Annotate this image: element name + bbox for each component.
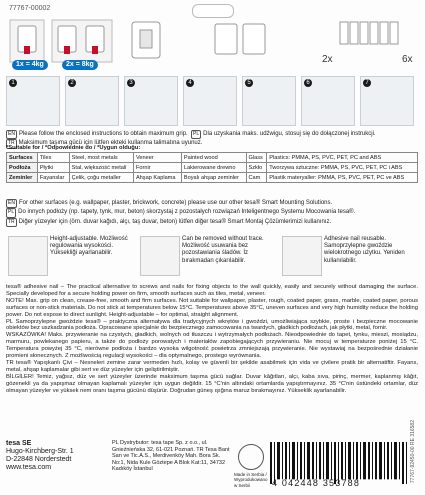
lang-tag: PL bbox=[6, 208, 16, 217]
table-cell: Szkło bbox=[246, 163, 267, 173]
vertical-code: 77767-92450-00 RE 316582 bbox=[410, 420, 416, 484]
step-panel bbox=[65, 76, 119, 126]
other-text: Diğer yüzeyler için (örn. duvar kağıdı, alçı, taş duvar, beton) lütfen diğer tesa® Smart Montaj Çözümlerimizi kullanınız. bbox=[18, 218, 332, 225]
table-row bbox=[7, 163, 418, 173]
qty-6x: 6x bbox=[402, 54, 413, 65]
step-number: 7 bbox=[363, 79, 371, 87]
step-panel bbox=[124, 76, 178, 126]
step-number: 5 bbox=[245, 79, 253, 87]
step-panel bbox=[183, 76, 237, 126]
other-line bbox=[6, 218, 418, 227]
barcode-number: 4 042448 353788 bbox=[272, 478, 361, 488]
instruction-text: Maksimum taşıma gücü için lütfen ekteki kullanma talimatına uyunuz. bbox=[18, 140, 203, 147]
table-cell: Plastics: PMMA, PS, PVC, PET, PC and ABS bbox=[267, 153, 418, 163]
table-row bbox=[7, 173, 418, 183]
step-panel bbox=[301, 76, 355, 126]
table-cell: Boyalı ahşap zeminler bbox=[181, 173, 246, 183]
lang-tag: PL bbox=[191, 130, 201, 139]
table-cell: Cam bbox=[246, 173, 267, 183]
distributors: PL Dystrybutor: tesa tape Sp. z o.o., ul. Gnieźnieńska 32, 61-021 Poznań. TR Tesa Bant San ve Tic.A.S., Merdivenköy Mah. Bora Sk. No:1, Nida Kule Göztepe A Blok Kat:11, 34732 Kadıköy İstanbul bbox=[112, 440, 230, 473]
table-cell: Surfaces bbox=[7, 153, 38, 163]
remove-trace-icon bbox=[140, 236, 180, 276]
body-paragraph: WSKAZÓWKA! Maks. przywieranie na czystych, gładkich, wolnych od tłuszczu i wytrzymałych podłożach. Nieodpowiednie do tapet, tynku, mieszi, mosiądzu, marmuru, powlekanego papieru, a także do podłoży porowatych i materiałów zapobiegających przywieraniu. Nie mocuj w temperaturze poniżej 15 °C. Temperatura powyżej 35 °C, nierówne podłoża i bardzo wysoka wilgotność powietrza zmniejszają przywieranie. Nie wystawiaj na bezpośrednie działanie promieni słonecznych. Z możliwością regulacji wysokości – dla optymalnego, prostego wyrównania. bbox=[6, 332, 418, 360]
table-cell: Veneer bbox=[133, 153, 181, 163]
step-number: 2 bbox=[68, 79, 76, 87]
recycle-icon bbox=[238, 444, 264, 470]
instruction-steps bbox=[0, 74, 425, 128]
step-panel bbox=[242, 76, 296, 126]
qty-2x: 2x bbox=[322, 54, 333, 65]
other-surfaces-note bbox=[6, 199, 418, 227]
lang-tag: EN bbox=[6, 130, 17, 139]
company-address bbox=[6, 440, 74, 472]
load-pill-double: 2x = 8kg bbox=[62, 60, 98, 70]
instruction-text: Dla uzyskania maks. udźwigu, stosuj się do dołączonej instrukcji. bbox=[203, 131, 376, 137]
step-number: 4 bbox=[186, 79, 194, 87]
table-cell: Ahşap Kaplama bbox=[133, 173, 181, 183]
step-panel bbox=[6, 76, 60, 126]
product-code: 77767-00002 bbox=[9, 5, 51, 12]
product-description bbox=[6, 284, 418, 395]
lang-tag: TR bbox=[6, 218, 17, 227]
reusable-icon bbox=[282, 236, 322, 276]
other-text: Do innych podłoży (np. tapety, tynk, mur, beton) skorzystaj z pozostałych rozwiązań Inteligentnego Systemu Mocowania tesa®. bbox=[18, 209, 356, 216]
table-cell: Stal, większość metali bbox=[69, 163, 133, 173]
body-paragraph: BİLGİLER! Temiz, yağsız, düz ve sert yüzeyler üzerinde maksimum taşıma gücü sağlar. Duvar kâğıtları, alçı, kaba sıva, pirinç, mermer, kaplanmış kâğıt, gözenekli ya da yapışmaz olmayan kaplamalı yüzeyler için uygun değildir. 15 °C'nin altındaki ortamlarda yapıştırmayınız. 35 °C'nin üstündeki ortamlar, düz olmayan yüzeyler ve yüksek nem oranı taşıma gücünü düşürür. Doğrudan güneş ışığına maruz bırakmayınız. Yükseklik ayarlanabilir. bbox=[6, 373, 418, 394]
step-number: 6 bbox=[304, 79, 312, 87]
body-paragraph: tesa® adhesive nail – The practical alternative to screws and nails for fixing objects to the wall quickly, easily and securely without damaging the surface. Specially developed for a secure holding power on firm, smooth surfaces such as tiles, metal, veneer. bbox=[6, 284, 418, 297]
table-cell: Fayanslar bbox=[37, 173, 69, 183]
table-cell: Painted wood bbox=[181, 153, 246, 163]
feature-height: Height-adjustable. Możliwość regulowania wysokości. Yüksekliği ayarlanabilir. bbox=[50, 236, 128, 257]
feature-removable: Can be removed without trace. Możliwość usuwania bez pozostawiania śladów. İz bırakmadan çıkarılabilir. bbox=[182, 236, 264, 264]
table-cell: Tiles bbox=[37, 153, 69, 163]
step-panel bbox=[360, 76, 414, 126]
body-paragraph: NOTE! Max. grip on clean, crease-free, smooth and firm surfaces. Not suitable for wallpaper, plaster, rough, coated paper, grass, marble, coated paper, porous surfaces or non-stick materials. Do not stick at temperatures below 15°C. Temperatures above 35°C, uneven surfaces and very high humidity reduce the holding power. Do not expose to direct sunlight. Height-adjustable – for optimal, straight alignment. bbox=[6, 297, 418, 318]
city: D-22848 Norderstedt bbox=[6, 456, 72, 463]
other-line bbox=[6, 208, 418, 217]
website: www.tesa.com bbox=[6, 464, 52, 471]
height-adjust-icon bbox=[8, 236, 48, 276]
other-line bbox=[6, 199, 418, 208]
table-cell: Glass bbox=[246, 153, 267, 163]
body-paragraph: TR tesa® Yapışkanlı Çivi – Nesneleri zemine zarar vermeden hızlı, kolay ve güvenli bir şekilde asabilmek için vida ve çivilere pratik bir alternatiftir. Fayans, metal, ahşap kaplamalar gibi sert ve düz yüzeyler için geliştirilmiştir. bbox=[6, 359, 418, 373]
other-text: For other surfaces (e.g. wallpaper, plaster, brickwork, concrete) please use our other tesa® Smart Mounting Solutions. bbox=[18, 200, 333, 206]
instruction-text: Please follow the enclosed instructions to obtain maximum grip. bbox=[18, 131, 188, 137]
lang-tag: EN bbox=[6, 199, 17, 208]
table-caption: *Suitable for / *Odpowiednie do / *Uygun olduğu: bbox=[6, 145, 141, 151]
table-cell: Steel, most metals bbox=[69, 153, 133, 163]
table-cell: Tworzywa sztuczne: PMMA, PS, PVC, PET, PC i ABS bbox=[267, 163, 418, 173]
table-cell: Płytki bbox=[37, 163, 69, 173]
company-name: tesa SE bbox=[6, 440, 32, 447]
table-cell: Plastik materyaller: PMMA, PS, PVC, PET, PC ve ABS bbox=[267, 173, 418, 183]
load-pill-single: 1x = 4kg bbox=[12, 60, 48, 70]
table-cell: Podłoża bbox=[7, 163, 38, 173]
street: Hugo-Kirchberg-Str. 1 bbox=[6, 448, 74, 455]
table-row bbox=[7, 153, 418, 163]
table-cell: Zeminler bbox=[7, 173, 38, 183]
step-number: 1 bbox=[9, 79, 17, 87]
lang-tag: TR bbox=[6, 139, 17, 148]
step-number: 3 bbox=[127, 79, 135, 87]
table-cell: Lakierowane drewno bbox=[181, 163, 246, 173]
feature-reusable: Adhesive nail reusable. Samoprzylepne gwoździe wielokrotnego użytku. Yeniden kullanılabilir. bbox=[324, 236, 405, 264]
surfaces-table bbox=[6, 152, 418, 183]
made-in: Made in Serbia / Wyprodukowano w Serbii bbox=[234, 472, 268, 488]
instruction-line bbox=[6, 130, 418, 139]
table-cell: Fornir bbox=[133, 163, 181, 173]
table-cell: Çelik, çoğu metaller bbox=[69, 173, 133, 183]
body-paragraph: PL Samoprzylepne gwoździe tesa® – praktyczna alternatywa dla tradycyjnych wkrętów i gwoździ, umożliwiająca szybkie, proste i bezpieczne mocowanie obiektów bez uszkadzania podłoża. Opracowane specjalnie do bezpiecznego zamocowania na twardych, gładkich podłożach, jak płytki, metal, fornir. bbox=[6, 318, 418, 332]
